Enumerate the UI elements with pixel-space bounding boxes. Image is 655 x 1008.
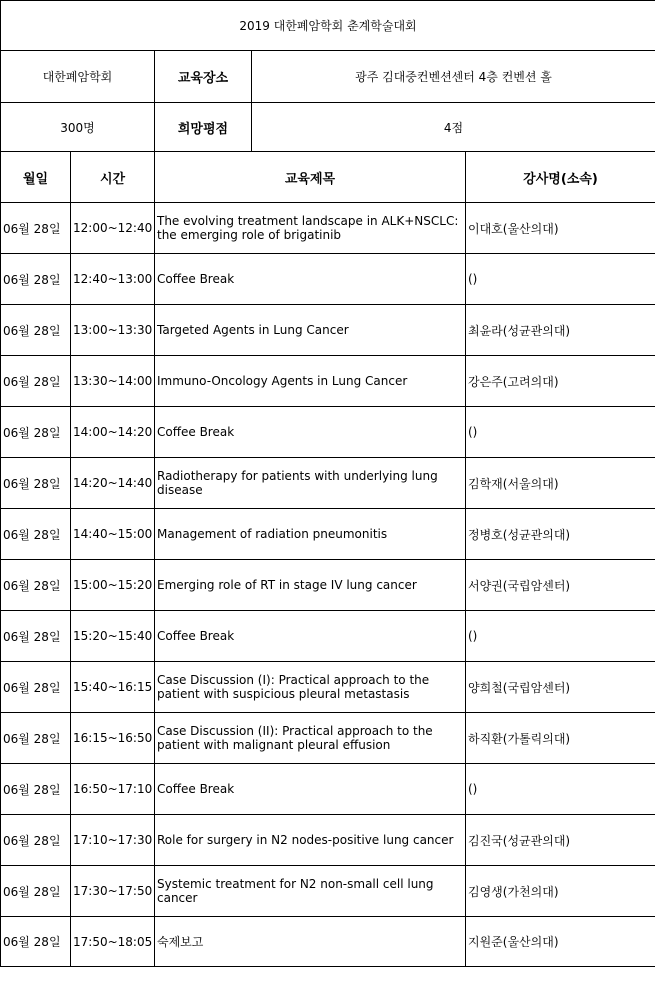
- row-time: 12:40~13:00: [71, 254, 155, 305]
- row-time: 14:20~14:40: [71, 458, 155, 509]
- table-row: [1, 866, 655, 917]
- points-label: 희망평점: [155, 103, 252, 152]
- row-time: 17:10~17:30: [71, 815, 155, 866]
- row-subject: Role for surgery in N2 nodes-positive lung cancer: [155, 815, 466, 866]
- table-row: [1, 611, 655, 662]
- venue-value: 광주 김대중컨벤션센터 4층 컨벤션 홀: [252, 51, 655, 103]
- venue-row: [1, 51, 655, 103]
- title-row: [1, 1, 655, 51]
- row-date: 06월 28일: [1, 560, 71, 611]
- row-speaker: 강은주(고려의대): [466, 356, 655, 407]
- table-row: [1, 560, 655, 611]
- row-date: 06월 28일: [1, 407, 71, 458]
- table-row: [1, 815, 655, 866]
- organizer: 대한폐암학회: [1, 51, 155, 103]
- row-subject: Case Discussion (II): Practical approach to the patient with malignant pleural effusion: [155, 713, 466, 764]
- table-row: [1, 305, 655, 356]
- header-date: 월일: [1, 152, 71, 203]
- row-subject: Targeted Agents in Lung Cancer: [155, 305, 466, 356]
- table-row: [1, 203, 655, 254]
- row-date: 06월 28일: [1, 866, 71, 917]
- row-time: 15:40~16:15: [71, 662, 155, 713]
- row-time: 14:00~14:20: [71, 407, 155, 458]
- capacity: 300명: [1, 103, 155, 152]
- row-speaker: 최윤라(성균관의대): [466, 305, 655, 356]
- row-subject: Systemic treatment for N2 non-small cell lung cancer: [155, 866, 466, 917]
- row-date: 06월 28일: [1, 611, 71, 662]
- header-subject: 교육제목: [155, 152, 466, 203]
- row-date: 06월 28일: [1, 662, 71, 713]
- row-date: 06월 28일: [1, 509, 71, 560]
- row-speaker: (): [466, 764, 655, 815]
- header-speaker: 강사명(소속): [466, 152, 655, 203]
- row-date: 06월 28일: [1, 917, 71, 967]
- table-row: [1, 254, 655, 305]
- venue-label: 교육장소: [155, 51, 252, 103]
- row-speaker: 김영생(가천의대): [466, 866, 655, 917]
- row-speaker: 김진국(성균관의대): [466, 815, 655, 866]
- capacity-row: [1, 103, 655, 152]
- row-time: 16:50~17:10: [71, 764, 155, 815]
- row-speaker: 김학재(서울의대): [466, 458, 655, 509]
- row-subject: Coffee Break: [155, 764, 466, 815]
- row-subject: Coffee Break: [155, 254, 466, 305]
- row-speaker: 정병호(성균관의대): [466, 509, 655, 560]
- row-time: 13:00~13:30: [71, 305, 155, 356]
- header-time: 시간: [71, 152, 155, 203]
- points-value: 4점: [252, 103, 655, 152]
- row-speaker: 하직환(가톨릭의대): [466, 713, 655, 764]
- header-row: [1, 152, 655, 203]
- table-row: [1, 662, 655, 713]
- row-speaker: (): [466, 611, 655, 662]
- table-row: [1, 764, 655, 815]
- row-time: 12:00~12:40: [71, 203, 155, 254]
- row-time: 14:40~15:00: [71, 509, 155, 560]
- row-speaker: (): [466, 407, 655, 458]
- row-speaker: 서양권(국립암센터): [466, 560, 655, 611]
- row-subject: Emerging role of RT in stage IV lung cancer: [155, 560, 466, 611]
- row-subject: 숙제보고: [155, 917, 466, 967]
- row-speaker: 이대호(울산의대): [466, 203, 655, 254]
- row-subject: Radiotherapy for patients with underlying lung disease: [155, 458, 466, 509]
- row-subject: Immuno-Oncology Agents in Lung Cancer: [155, 356, 466, 407]
- row-date: 06월 28일: [1, 305, 71, 356]
- row-subject: Management of radiation pneumonitis: [155, 509, 466, 560]
- row-date: 06월 28일: [1, 458, 71, 509]
- row-speaker: (): [466, 254, 655, 305]
- row-date: 06월 28일: [1, 713, 71, 764]
- row-subject: Coffee Break: [155, 611, 466, 662]
- row-time: 16:15~16:50: [71, 713, 155, 764]
- row-date: 06월 28일: [1, 356, 71, 407]
- row-date: 06월 28일: [1, 203, 71, 254]
- table-row: [1, 458, 655, 509]
- row-date: 06월 28일: [1, 764, 71, 815]
- table-row: [1, 356, 655, 407]
- row-time: 13:30~14:00: [71, 356, 155, 407]
- row-date: 06월 28일: [1, 254, 71, 305]
- row-speaker: 양희철(국립암센터): [466, 662, 655, 713]
- row-speaker: 지원준(울산의대): [466, 917, 655, 967]
- table-row: [1, 407, 655, 458]
- row-subject: Coffee Break: [155, 407, 466, 458]
- event-title: 2019 대한폐암학회 춘계학술대회: [1, 1, 655, 51]
- table-row: [1, 509, 655, 560]
- row-time: 15:00~15:20: [71, 560, 155, 611]
- row-subject: Case Discussion (I): Practical approach to the patient with suspicious pleural metastasis: [155, 662, 466, 713]
- row-time: 17:50~18:05: [71, 917, 155, 967]
- row-time: 15:20~15:40: [71, 611, 155, 662]
- row-date: 06월 28일: [1, 815, 71, 866]
- table-row: [1, 917, 655, 967]
- table-row: [1, 713, 655, 764]
- row-subject: The evolving treatment landscape in ALK+NSCLC: the emerging role of brigatinib: [155, 203, 466, 254]
- row-time: 17:30~17:50: [71, 866, 155, 917]
